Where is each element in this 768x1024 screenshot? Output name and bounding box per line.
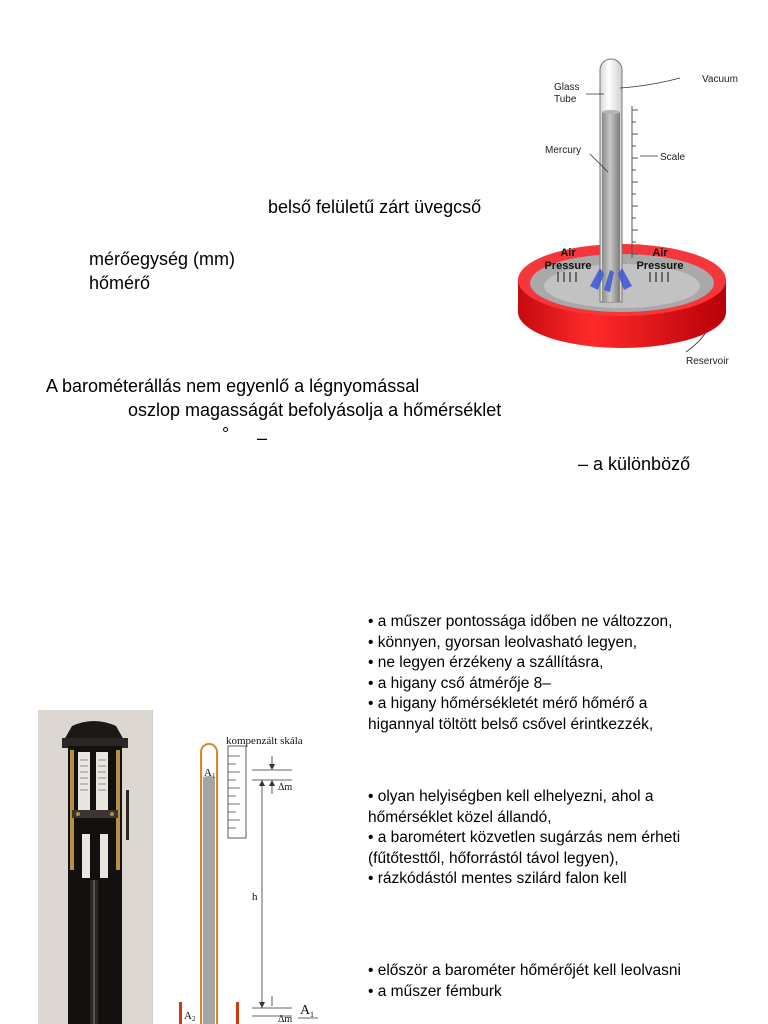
list-item: • a barométert közvetlen sugárzás nem érheti: [368, 829, 681, 846]
label-vacuum: Vacuum: [702, 74, 738, 85]
label-scale: Scale: [660, 152, 686, 163]
label-pressure-left: Pressure: [544, 260, 592, 272]
label-reservoir: Reservoir: [686, 356, 729, 367]
list-item: • ne legyen érzékeny a szállításra,: [368, 654, 604, 671]
text-oszlop-magassag: oszlop magasságát befolyásolja a hőmérséklet: [128, 400, 502, 420]
list-item: • először a barométer hőmérőjét kell leolvasni: [368, 962, 681, 979]
list-item: • rázkódástól mentes szilárd falon kell: [368, 870, 627, 887]
label-a1: A: [204, 767, 212, 779]
label-mercury: Mercury: [545, 145, 582, 156]
scale-ticks: [632, 106, 638, 258]
label-tube: Tube: [554, 94, 577, 105]
reading-list: [368, 961, 681, 1002]
list-item: • a műszer pontossága időben ne változzon,: [368, 613, 673, 630]
list-item: • olyan helyiségben kell elhelyezni, ahol a: [368, 788, 654, 805]
text-meroegyseg: mérőegység (mm): [89, 249, 236, 269]
label-h: h: [252, 891, 258, 903]
label-a2: A: [184, 1010, 192, 1022]
list-item: • a higany hőmérsékletét mérő hőmérő a: [368, 695, 648, 712]
label-a2-sub: 2: [192, 1015, 196, 1023]
list-item: (fűtőtesttől, hőforrástól távol legyen),: [368, 849, 619, 867]
list-item: hőmérséklet közel állandó,: [368, 808, 552, 826]
label-fraction-a: A: [300, 1003, 311, 1018]
compensated-scale-schematic: [152, 710, 348, 1024]
label-glass: Glass: [554, 82, 580, 93]
label-fraction-sub: 1: [310, 1010, 314, 1019]
label-kompenzalt-skala: kompenzált skála: [226, 735, 303, 747]
text-barometerallas: A barométerállás nem egyenlő a légnyomással: [46, 376, 420, 396]
barometer-photo: [38, 710, 152, 1024]
requirements-list: [368, 612, 672, 735]
text-kulonbozo: – a különböző: [578, 454, 691, 474]
label-air-right: Air: [652, 247, 668, 259]
barometer-diagram: [500, 50, 762, 380]
list-item: • a műszer fémburk: [368, 982, 502, 1000]
label-delta-m: Δm: [278, 782, 293, 793]
list-item: • könnyen, gyorsan leolvasható legyen,: [368, 633, 638, 651]
list-item: • a higany cső átmérője 8–: [368, 674, 551, 692]
placement-list: [368, 787, 680, 890]
label-pressure-right: Pressure: [636, 260, 684, 272]
text-zart-uvegcso: belső felületű zárt üvegcső: [268, 197, 482, 217]
list-item: higannyal töltött belső csővel érintkezzék,: [368, 715, 654, 733]
text-degree: °: [222, 424, 230, 444]
label-delta-m-bottom: Δm: [278, 1014, 293, 1024]
label-air-left: Air: [560, 247, 576, 259]
label-a1-sub: 1: [212, 772, 216, 780]
text-homero: hőmérő: [89, 273, 151, 293]
schematic-mercury: [203, 778, 215, 1024]
text-dash: –: [257, 428, 268, 448]
